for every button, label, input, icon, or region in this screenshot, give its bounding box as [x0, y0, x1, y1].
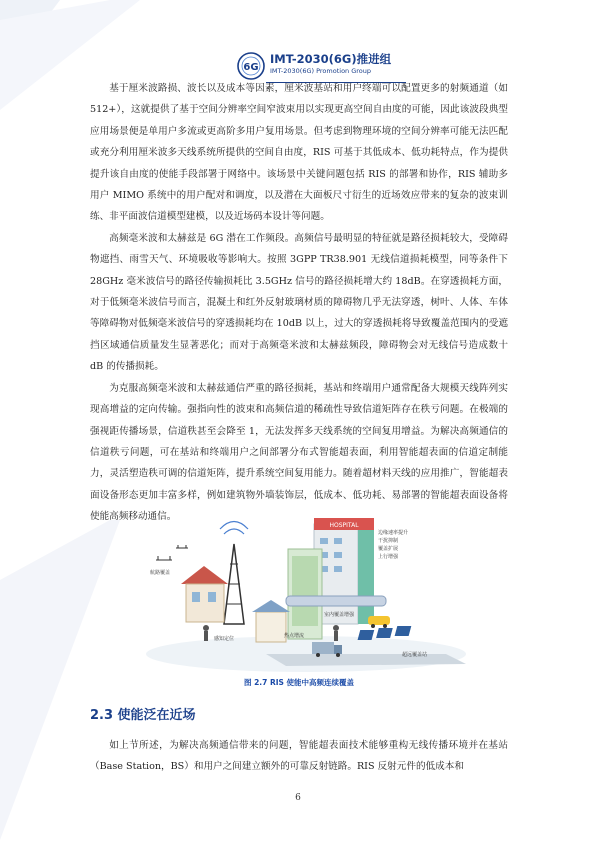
drone-icon: [156, 545, 188, 560]
paragraph-4: 如上节所述，为解决高频通信带来的问题，智能超表面技术能够重构无线传播环境并在基站（Base Station，BS）和用户之间建立额外的可靠反射链路。RIS 反射元件的低成本和: [90, 740, 508, 773]
hospital-label: HOSPITAL: [329, 522, 359, 529]
logo-text: 6G: [243, 62, 259, 73]
ris-coverage-illustration: [136, 504, 466, 674]
taxi-icon: [368, 616, 390, 628]
sensing-label: 感知定位: [214, 636, 235, 642]
indoor-label: 室内覆盖增强: [324, 612, 355, 618]
body-text: [90, 78, 508, 528]
header-subtitle: IMT-2030(6G) Promotion Group: [270, 67, 372, 75]
feature-4: 上行增强: [378, 554, 399, 560]
ultra-remote-label: 超远覆盖站: [402, 652, 428, 658]
paragraph-2: 高频毫米波和太赫兹是 6G 潜在工作频段。高频信号最明显的特征就是路径损耗较大，受障碍物遮挡、雨雪天气、环境吸收等影响大。按照 3GPP TR38.901 无线信道损耗模型，同等条件下 28GHz 毫米波信号的路径传输损耗比 3.5GHz 信号的路径损耗增大约 18dB。在穿透损耗方面，对于低频毫米波信号而言，混凝土和红外反射玻璃材质的障碍物几乎无法穿透，树叶、人体、车体等障碍物对低频毫米波信号的穿透损耗均在 10dB 以上，过大的穿透损耗将导致覆盖范围内的受遮挡区域通信质量发生显著恶化；而对于高频毫米波和太赫兹频段，障碍物会对无线信号造成数十 dB 的传播损耗。: [90, 232, 508, 373]
feature-1: 边缘速率提升: [378, 530, 409, 536]
hotspot-label: 热点增流: [284, 633, 305, 639]
hospital-building: [314, 518, 374, 624]
page-header: [236, 51, 406, 81]
page-number: 6: [295, 793, 301, 803]
section-body: [90, 735, 508, 778]
feature-3: 覆盖扩展: [378, 546, 399, 552]
section-heading: 2.3 使能泛在近场: [90, 708, 196, 723]
figure-caption: 图 2.7 RIS 使能中高频连续覆盖: [243, 678, 355, 687]
ris-panel-icon: [358, 626, 412, 640]
building-feature-list: [378, 529, 408, 560]
feature-2: 干扰抑制: [378, 538, 399, 544]
route-coverage-label: 航路覆盖: [150, 570, 171, 576]
6g-logo-icon: [236, 51, 266, 81]
paragraph-3: 为克服高频毫米波和太赫兹通信严重的路径损耗，基站和终端用户通常配备大规模天线阵列实现高增益的定向传输。强指向性的波束和高频信道的稀疏性导致信道矩阵存在秩亏问题。在极端的强视距传播场景，信道秩甚至会降至 1，无法发挥多天线系统的空间复用增益。为解决高频通信的信道秩亏问题，可在基站和终端用户之间部署分布式智能超表面，利用智能超表面的信道定制能力，灵活塑造秩可调的信道矩阵，提升系统空间复用能力。随着超材料天线的应用推广，智能超表面设备形态更加丰富多样，例如建筑物外墙装饰层，低成本、低功耗、易部署的智能超表面设备将使能高频移动通信。: [90, 382, 508, 523]
house-building: [181, 566, 228, 622]
paragraph-1: 基于厘米波路损、波长以及成本等因素，厘米波基站和用户终端可以配置更多的射频通道（如 512+），这就提供了基于空间分辨率空间窄波束用以实现更高空间自由度的可能，因此该波段典型应用场景便是单用户多流或更高阶多用户复用场景。但考虑到物理环境的空间分辨率可能无法匹配或充分利用厘米波多天线系统所提供的空间自由度，RIS 可基于其低成本、低功耗特点，作为提供提升该自由度的使能手段部署于网络中。该场景中关键问题包括 RIS 的部署和协作，RIS 辅助多用户 MIMO 系统中的用户配对和调度，以及潜在大面板尺寸衍生的近场效应带来的复杂的波束训练、非平面波信道模型建模，以及近场码本设计等问题。: [90, 83, 508, 223]
header-title: IMT-2030(6G)推进组: [270, 52, 392, 66]
